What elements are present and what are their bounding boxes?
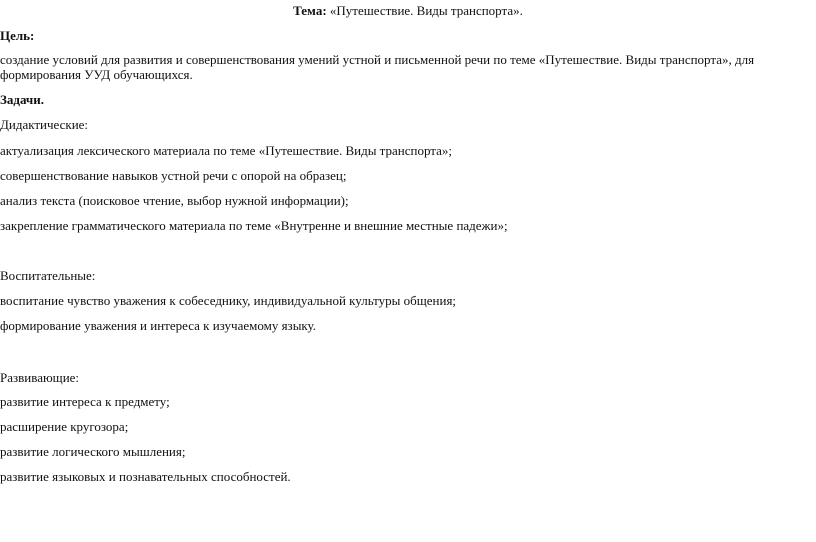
developing-item: развитие интереса к предмету; bbox=[0, 394, 170, 409]
goal-heading: Цель: bbox=[0, 28, 35, 43]
educational-item: воспитание чувство уважения к собеседнику, индивидуальной культуры общения; bbox=[0, 293, 457, 308]
didactic-item: анализ текста (поисковое чтение, выбор нужной информации); bbox=[0, 193, 349, 208]
didactic-heading: Дидактические: bbox=[0, 117, 89, 132]
title-text: «Путешествие. Виды транспорта». bbox=[326, 3, 523, 18]
lesson-title bbox=[0, 3, 816, 18]
tasks-heading: Задачи. bbox=[0, 92, 44, 107]
didactic-item: закрепление грамматического материала по теме «Внутренне и внешние местные падежи»; bbox=[0, 218, 508, 233]
didactic-item: совершенствование навыков устной речи с опорой на образец; bbox=[0, 168, 347, 183]
developing-item: развитие языковых и познавательных способностей. bbox=[0, 469, 291, 484]
developing-heading: Развивающие: bbox=[0, 370, 80, 385]
goal-text: создание условий для развития и совершенствования умений устной и письменной речи по теме «Путешествие. Виды транспорта», для формирования УУД обучающихся. bbox=[0, 52, 755, 82]
educational-heading: Воспитательные: bbox=[0, 268, 96, 283]
developing-item: развитие логического мышления; bbox=[0, 444, 186, 459]
didactic-item: актуализация лексического материала по теме «Путешествие. Виды транспорта»; bbox=[0, 143, 453, 158]
developing-item: расширение кругозора; bbox=[0, 419, 129, 434]
title-label: Тема: bbox=[293, 3, 327, 18]
educational-item: формирование уважения и интереса к изучаемому языку. bbox=[0, 318, 317, 333]
